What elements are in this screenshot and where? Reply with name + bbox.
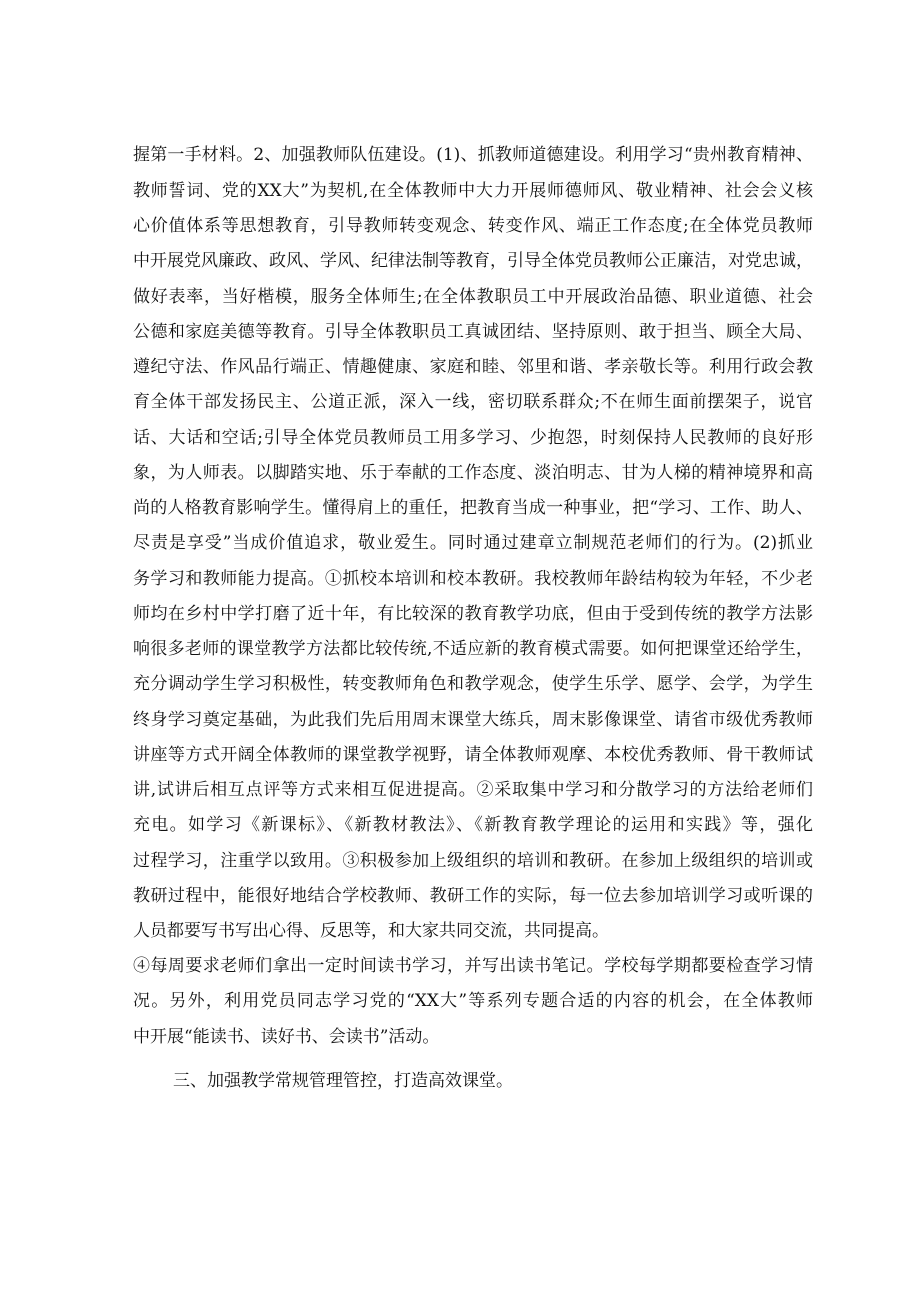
body-text-line: 务学习和教师能力提高。①抓校本培训和校本教研。我校教师年龄结构较为年轻，不少老 [133,569,813,589]
body-text-line: 过程学习，注重学以致用。③积极参加上级组织的培训和教研。在参加上级组织的培训或 [133,851,813,871]
section-heading: 三、加强教学常规管理管控，打造高效课堂。 [173,1071,513,1091]
body-text-line: 教师誓词、党的XX大”为契机,在全体教师中大力开展师德师风、敬业精神、社会会义核 [133,181,813,201]
body-text-line: 人员都要写书写出心得、反思等，和大家共同交流，共同提高。 [133,921,609,941]
body-text-line: 心价值体系等思想教育，引导教师转变观念、转变作风、端正工作态度;在全体党员教师 [133,216,813,236]
body-text-line: 充分调动学生学习积极性，转变教师角色和教学观念，使学生乐学、愿学、会学，为学生 [133,674,813,694]
body-text-line: 讲座等方式开阔全体教师的课堂教学视野，请全体教师观摩、本校优秀教师、骨干教师试 [133,745,813,765]
body-text-line: 象，为人师表。以脚踏实地、乐于奉献的工作态度、淡泊明志、甘为人梯的精神境界和高 [133,463,813,483]
body-text-line: 做好表率，当好楷模，服务全体师生;在全体教职员工中开展政治品德、职业道德、社会 [133,287,813,307]
body-text-line: ④每周要求老师们拿出一定时间读书学习，并写出读书笔记。学校每学期都要检查学习情 [133,956,813,976]
body-text-line: 公德和家庭美德等教育。引导全体教职员工真诚团结、坚持原则、敢于担当、顾全大局、 [133,322,813,342]
body-text-line: 响很多老师的课堂教学方法都比较传统,不适应新的教育模式需要。如何把课堂还给学生， [133,639,813,659]
body-text-line: 讲,试讲后相互点评等方式来相互促进提高。②采取集中学习和分散学习的方法给老师们 [133,780,813,800]
body-text-line: 充电。如学习《新课标》、《新教材教法》、《新教育教学理论的运用和实践》等，强化 [133,815,813,835]
body-text-line: 况。另外，利用党员同志学习党的“XX大”等系列专题合适的内容的机会，在全体教师 [133,991,813,1011]
body-text-line: 中开展党风廉政、政风、学风、纪律法制等教育，引导全体党员教师公正廉洁，对党忠诚， [133,251,813,271]
body-text-line: 终身学习奠定基础，为此我们先后用周末课堂大练兵，周末影像课堂、请省市级优秀教师 [133,710,813,730]
body-text-line: 话、大话和空话;引导全体党员教师员工用多学习、少抱怨，时刻保持人民教师的良好形 [133,428,813,448]
body-text-line: 遵纪守法、作风品行端正、情趣健康、家庭和睦、邻里和谐、孝亲敬长等。利用行政会教 [133,357,813,377]
body-text-line: 师均在乡村中学打磨了近十年，有比较深的教育教学功底，但由于受到传统的教学方法影 [133,604,813,624]
body-text-line: 尚的人格教育影响学生。懂得肩上的重任，把教育当成一种事业，把“学习、工作、助人、 [133,498,813,518]
body-text-line: 育全体干部发扬民主、公道正派，深入一线，密切联系群众;不在师生面前摆架子，说官 [133,392,813,412]
body-text-line: 教研过程中，能很好地结合学校教师、教研工作的实际，每一位去参加培训学习或听课的 [133,886,813,906]
body-text-line: 握第一手材料。2、加强教师队伍建设。(1)、抓教师道德建设。利用学习“贵州教育精神、 [133,145,813,165]
body-text-line: 尽责是享受”当成价值追求，敬业爱生。同时通过建章立制规范老师们的行为。(2)抓业 [133,533,813,553]
body-text-line: 中开展“能读书、读好书、会读书”活动。 [133,1027,440,1047]
